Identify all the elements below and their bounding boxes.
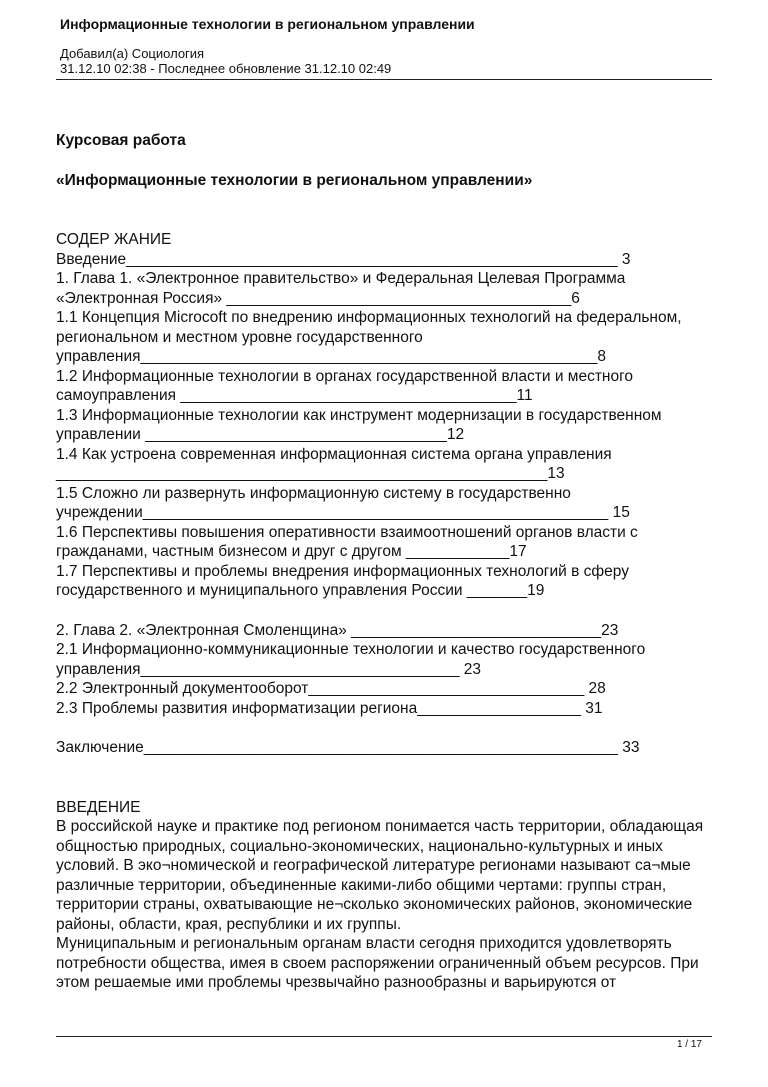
intro-line: условий. В эко¬номической и географической литературе регионами называют са¬мые bbox=[56, 857, 691, 874]
footer-divider bbox=[56, 1036, 712, 1037]
header-divider bbox=[56, 79, 712, 80]
page-footer bbox=[56, 1036, 712, 1051]
toc-line: гражданами, частным бизнесом и друг с другом ____________17 bbox=[56, 543, 527, 560]
introduction bbox=[56, 798, 716, 993]
intro-heading: ВВЕДЕНИЕ bbox=[56, 798, 141, 816]
table-of-contents bbox=[56, 230, 716, 758]
intro-line: общностью природных, социально-экономических, национально-культурных и иных bbox=[56, 837, 663, 855]
toc-line: 1.5 Сложно ли развернуть информационную систему в государственно bbox=[56, 484, 571, 502]
toc-line: 2.2 Электронный документооборот________________________________ 28 bbox=[56, 680, 606, 697]
toc-line: управления_____________________________________________________8 bbox=[56, 348, 607, 365]
intro-line: этом решаемые ими проблемы чрезвычайно разнообразны и варьируются от bbox=[56, 974, 617, 991]
doc-title: «Информационные технологии в региональном управлении» bbox=[56, 171, 533, 189]
intro-line: районы, области, края, республики и их группы. bbox=[56, 915, 402, 933]
toc-line: 2.1 Информационно-коммуникационные технологии и качество государственного bbox=[56, 641, 646, 658]
toc-line: самоуправления _______________________________________11 bbox=[56, 387, 533, 404]
toc-line: государственного и муниципального управления России _______19 bbox=[56, 582, 545, 599]
toc-line: Введение_________________________________________________________ 3 bbox=[56, 250, 631, 268]
header-meta bbox=[56, 46, 712, 76]
intro-line: территории страны, охватывающие не¬сколько экономических районов, экономические bbox=[56, 896, 693, 913]
toc-line: управления_____________________________________ 23 bbox=[56, 660, 482, 678]
toc-line: «Электронная Россия» ________________________________________6 bbox=[56, 289, 580, 307]
toc-line: управлении ___________________________________12 bbox=[56, 426, 465, 443]
toc-line: 1.2 Информационные технологии в органах государственной власти и местного bbox=[56, 367, 634, 385]
intro-line: Муниципальным и региональным органам власти сегодня приходится удовлетворять bbox=[56, 935, 672, 952]
date-info: 31.12.10 02:38 - Последнее обновление 31.12.10 02:49 bbox=[60, 61, 392, 76]
toc-line: 1.6 Перспективы повышения оперативности взаимоотношений органов власти с bbox=[56, 523, 638, 541]
doc-type-label: Курсовая работа bbox=[56, 132, 186, 149]
page-header bbox=[56, 14, 712, 80]
document-body bbox=[56, 131, 716, 993]
intro-line: различные территории, объединенные какими-либо общими чертами: группы стран, bbox=[56, 876, 667, 894]
toc-line: 1.1 Концепция Microcoft по внедрению информационных технологий на федеральном, bbox=[56, 309, 682, 326]
intro-line: В российской науке и практике под регионом понимается часть территории, обладающая bbox=[56, 818, 704, 835]
toc-heading: СОДЕР ЖАНИЕ bbox=[56, 231, 172, 248]
page-indicator: 1 / 17 bbox=[676, 1039, 702, 1050]
intro-line: потребности общества, имея в своем распоряжении ограниченный объем ресурсов. При bbox=[56, 954, 699, 972]
toc-line: 2. Глава 2. «Электронная Смоленщина» _____________________________23 bbox=[56, 621, 619, 639]
toc-line: учреждении______________________________________________________ 15 bbox=[56, 504, 630, 521]
toc-line: 1.7 Перспективы и проблемы внедрения информационных технологий в сферу bbox=[56, 562, 629, 580]
toc-line: 1. Глава 1. «Электронное правительство» и Федеральная Целевая Программа bbox=[56, 270, 626, 287]
toc-line: 1.4 Как устроена современная информационная система органа управления bbox=[56, 445, 612, 463]
toc-conclusion: Заключение_______________________________________________________ 33 bbox=[56, 739, 640, 756]
header-title: Информационные технологии в региональном управлении bbox=[60, 16, 475, 32]
toc-line: 1.3 Информационные технологии как инструмент модернизации в государственном bbox=[56, 406, 662, 424]
added-by: Добавил(а) Социология bbox=[60, 46, 205, 61]
toc-line: _________________________________________________________13 bbox=[56, 465, 565, 482]
toc-line: 2.3 Проблемы развития информатизации региона___________________ 31 bbox=[56, 699, 603, 717]
toc-line: региональном и местном уровне государственного bbox=[56, 328, 423, 346]
